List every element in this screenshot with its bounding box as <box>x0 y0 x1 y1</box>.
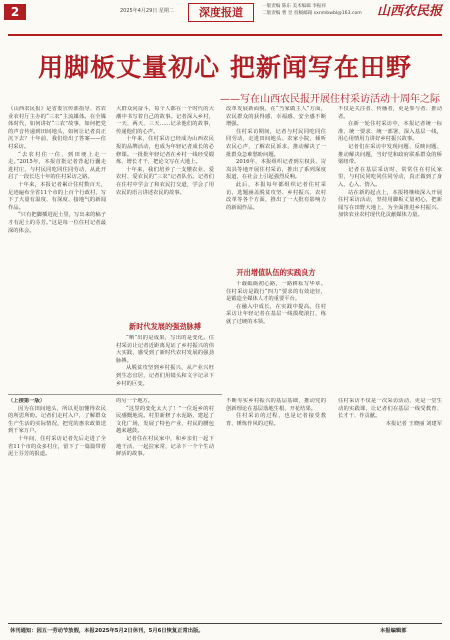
paragraph: 在新一轮住村采访中，本报记者统一标准、统一要求、统一部署，深入基层一线，用心用情用力讲好乡村振兴故事。 <box>338 121 442 143</box>
page-number: 2 <box>4 4 26 20</box>
paragraph: 十年来，住村采访已经成为山西农民报的品牌活动，也成为年轻记者成长的必修课。一批批年轻记者在乡村一线经受锻炼、增长才干，把论文写在大地上。 <box>116 136 214 166</box>
paragraph: 住村采访不仅是一次采访活动，更是一堂生动的实践课，让记者们在基层一线受教育、长才干、作贡献。 <box>338 398 442 420</box>
paragraph: 记者们在采访中发现问题、反映问题、推动解决问题，当好党和政府联系群众的桥梁纽带。 <box>338 143 442 166</box>
paragraph: 《山西农民报》是省委宣传部指导、省农业农村厅主办的“三农”主流媒体。在全媒体时代，如何讲好“三农”故事，如何把党的声音传递到田间地头，如何让记者真正沉下去？十年前，我们给出了答案——住村采访。 <box>8 106 106 150</box>
paragraph: 十载砥砺初心路，一路耕耘写华章。住村采访是践行“四力”要求的有效途径，是锻造全媒体人才的重要平台。 <box>226 281 326 303</box>
paragraph: 2016年，本报组织记者到左权县、岢岚县等地开展住村采访，推出了系列深度报道，在社会上引起强烈反响。 <box>226 159 326 181</box>
paragraph: 改革发展新面貌，在“当家做主人”方面，农民群众的获得感、幸福感、安全感不断增强。 <box>226 106 326 128</box>
paragraph: “只有把脚插进泥土里，写出来的稿子才有泥土的芬芳。”这是每一位住村记者最深的体会。 <box>8 212 106 234</box>
text-column-4 <box>338 106 442 392</box>
paragraph: 从脱贫攻坚到乡村振兴，从产业兴旺到生态宜居，记者们用镜头和文字记录下乡村的巨变。 <box>116 365 214 387</box>
section-divider <box>8 394 222 395</box>
paragraph: 不仅是关注者、传播者，更是参与者、推动者。 <box>338 106 442 120</box>
byline: 本报记者 王晓丽 刘建军 <box>385 420 442 427</box>
text-column-3b <box>226 281 326 393</box>
paragraph: 记者住在村民家中，和乡亲们一起下地干活、一起拉家常，记录下一个个生动鲜活的故事。 <box>116 435 214 458</box>
text-column-3 <box>226 106 326 266</box>
paragraph: 站在新的起点上，本报将继续深入开展住村采访活动，坚持用脚板丈量初心，把新闻写在田野大地上，为全面推进乡村振兴、加快农业农村现代化贡献媒体力量。 <box>338 189 442 219</box>
text-column-2 <box>116 106 214 254</box>
text-column-6 <box>116 398 214 620</box>
text-column-7 <box>226 398 326 620</box>
paragraph: 不断夯实乡村振兴的基层基础，推动党的创新理论在基层落地生根、开花结果。 <box>226 398 326 412</box>
article-subhead: ——写在山西农民报开展住村采访活动十周年之际 <box>220 94 440 105</box>
paragraph: 十年来，本报记者累计住村数百天，足迹遍布全省11个市的上百个行政村，写下了大量有温度、有深度、接地气的新闻作品。 <box>8 181 106 211</box>
paragraph: 住村采访的过程，也是记者接受教育、锤炼作风的过程。 <box>226 413 326 427</box>
text-column-1 <box>8 106 106 392</box>
header-divider <box>8 34 442 36</box>
paragraph: “去农村住一住，到田埂上走一走。”2015年，本报首批记者背起行囊走进村庄，与村民同吃同住同劳动，从此开启了一段长达十年的住村采访之路。 <box>8 151 106 181</box>
notice-text: 休刊通知：因五一劳动节放假，本报2025年5月2日休刊，5月6日恢复正常出版。 <box>10 628 204 634</box>
newspaper-masthead: 山西农民报 <box>376 4 442 19</box>
text-column-5 <box>8 398 106 620</box>
section-title: 深度报道 <box>188 3 254 22</box>
paragraph: 在融入中成长，在实践中提高。住村采访让年轻记者在基层一线摸爬滚打，练就了过硬的本领。 <box>226 303 326 325</box>
paragraph: 记者在基层采访时，常常住在村民家里，与村民同吃同住同劳动，真正做到了身入、心入、情入。 <box>338 166 442 188</box>
text-column-2b <box>116 335 214 393</box>
footer-divider <box>8 623 442 624</box>
paragraph: 因为在田间地头，所以更加懂得农民的所思所盼。记者们走村入户，了解群众生产生活的实际情况，把党的惠农政策送到千家万户。 <box>8 405 106 435</box>
paragraph: 的另一个地方。 <box>116 398 154 404</box>
continued-from-label: （上接第一版） <box>8 398 46 404</box>
editors-block <box>262 3 372 17</box>
paragraph: 十年间，住村采访记者先后走进了全省11个市的众多村庄，留下了一篇篇带着泥土芬芳的报道。 <box>8 435 106 458</box>
footer-signature: 本报编辑部 <box>380 628 407 634</box>
column-subheading: 新时代发展的强劲脉搏 <box>129 322 201 331</box>
text-column-8 <box>338 398 442 620</box>
paragraph: 此后，本报每年都组织记者住村采访，选题涵盖脱贫攻坚、乡村振兴、农村改革等各个方面，推出了一大批有影响力的新闻作品。 <box>226 181 326 211</box>
paragraph: 大群众同奋斗，每个人都在一个时代的大潮中书写着自己的故事。记者深入乡村，一天、两天、三天……记录他们的故事，传递他们的心声。 <box>116 106 214 135</box>
article-headline: 用脚板丈量初心 把新闻写在田野 <box>38 53 412 82</box>
paragraph: “这里的变化太大了！”一位返乡的村民感慨地说。村里新修了水泥路，建起了文化广场，发展了特色产业，村民的腰包越来越鼓。 <box>116 405 214 435</box>
editors-line-1: 一版责编 陈东 美术编辑 李振祥 <box>262 4 327 9</box>
editors-line-2: 二版责编 曹 昱 投稿邮箱 sxnmbwbl@163.com <box>262 11 362 16</box>
paragraph: 十年来，我们培养了一支懂农业、爱农村、爱农民的“三农”记者队伍。记者们在住村中学会了和农民打交道，学会了用农民的语言讲述农民的故事。 <box>116 166 214 196</box>
column-subheading: 开出增值队伍的实践良方 <box>236 268 316 277</box>
paragraph: “晒”出的是成果，写出的是变化。住村采访让记者近距离见证了乡村振兴的伟大实践，感受到了新时代农村发展的强劲脉搏。 <box>116 335 214 364</box>
paragraph: 住村采访期间，记者与村民同吃同住同劳动，走进田间地头、农家小院，倾听农民心声，了解农民诉求，推动解决了一批群众急难愁盼问题。 <box>226 128 326 158</box>
issue-date: 2025年4月29日 星期二 <box>120 8 174 14</box>
